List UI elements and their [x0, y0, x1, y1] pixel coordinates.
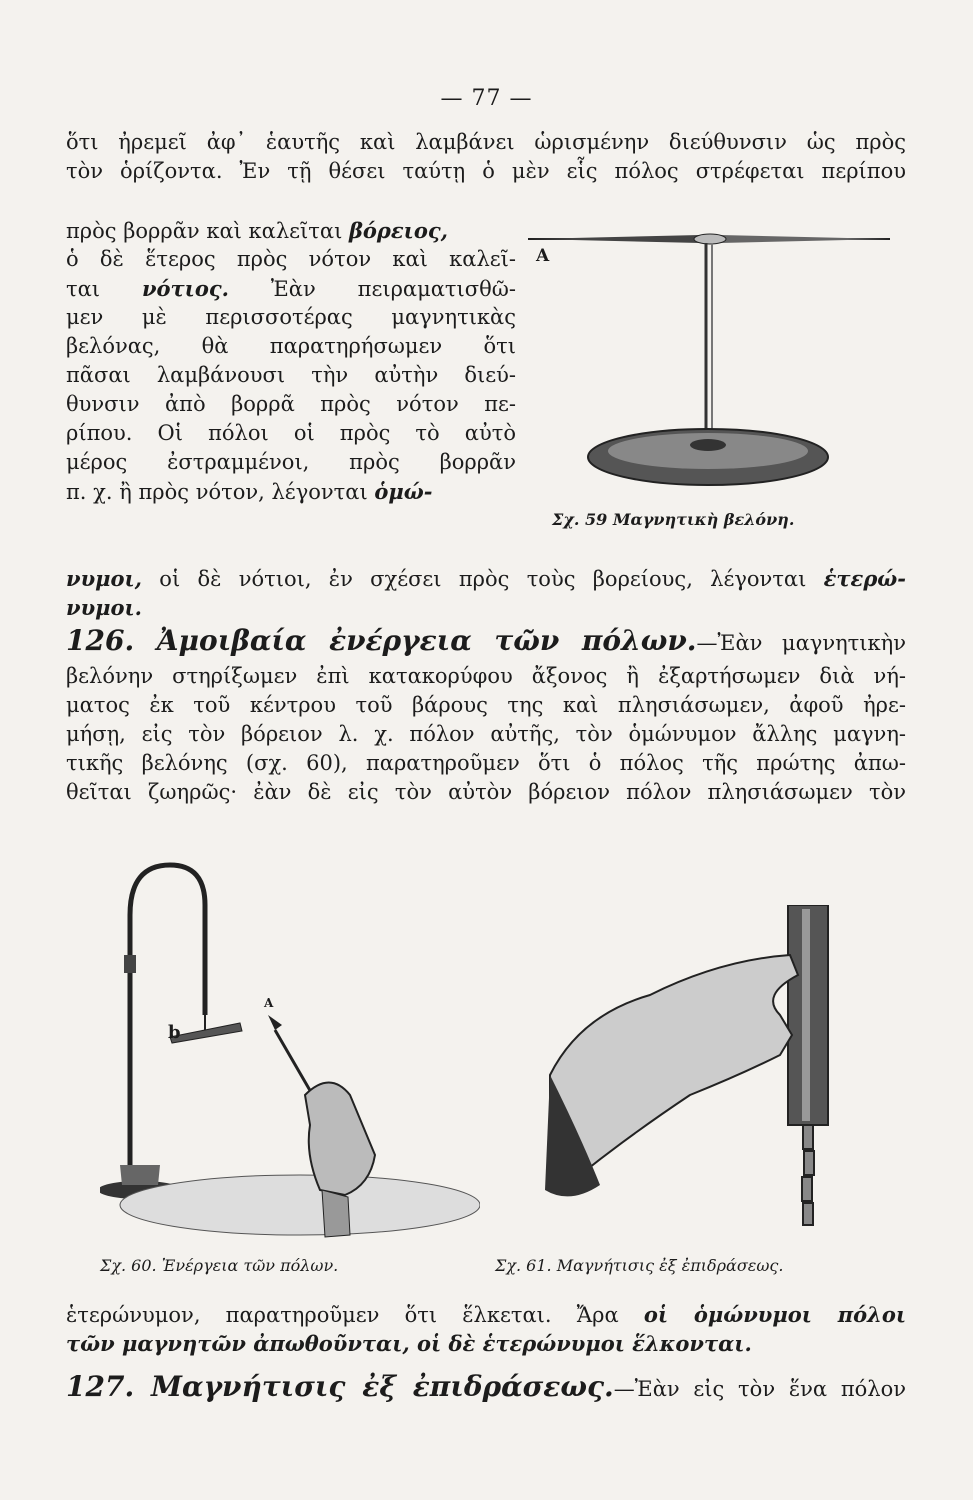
fig60-caption: Σχ. 60. Ἐνέργεια τῶν πόλων. [100, 1256, 339, 1275]
section-127 [66, 1372, 906, 1408]
left-column-text [66, 216, 516, 506]
conclusion-emph-1: οἱ ὁμώνυμοι πόλοι [643, 1302, 906, 1327]
continuation-text [66, 564, 906, 622]
section-127-heading: 127. Μαγνήτισις ἐξ ἐπιδράσεως. [66, 1370, 614, 1403]
text-span: ται [66, 277, 142, 301]
text-span: Ἐὰν πειραματισθῶ- [228, 277, 516, 301]
text-line: βελόνην στηρίξωμεν ἐπὶ κατακορύφου ἄξονος ἢ ἐξαρτήσωμεν διὰ νή- [66, 664, 906, 688]
fig60-label-b: b [168, 1022, 181, 1043]
term-boreios: βόρειος, [348, 218, 448, 243]
term-heteronymoi: ἑτερώ- [823, 566, 906, 591]
text-span: ἑτερώνυμον, παρατηροῦμεν ὅτι ἕλκεται. Ἄρα [66, 1303, 644, 1327]
text-line: ὁ δὲ ἕτερος πρὸς νότον καὶ καλεῖ- [66, 247, 516, 271]
conclusion-text [66, 1300, 906, 1358]
text-line: τὸν ὁρίζοντα. Ἐν τῇ θέσει ταύτῃ ὁ μὲν εἷς πόλος στρέφεται περίπου [66, 159, 906, 183]
figure-60-action-of-poles [100, 855, 480, 1245]
text-span: οἱ δὲ νότιοι, ἐν σχέσει πρὸς τοὺς βορείους, λέγονται [142, 567, 824, 591]
page-number: — 77 — [440, 86, 533, 111]
text-line: ὅτι ἠρεμεῖ ἀφ᾿ ἑαυτῆς καὶ λαμβάνει ὡρισμένην διεύθυνσιν ὡς πρὸς [66, 130, 906, 154]
term-heteronymoi-cont: νυμοι. [66, 595, 142, 620]
text-span: —Ἐὰν μαγνητικὴν [696, 631, 906, 655]
text-line: ρίπου. Οἱ πόλοι οἱ πρὸς τὸ αὐτὸ [66, 421, 516, 445]
text-span: πρὸς βορρᾶν καὶ καλεῖται [66, 219, 349, 243]
text-line: μέρος ἐστραμμένοι, πρὸς βορρᾶν [66, 450, 516, 474]
term-homonymoi-cont: νυμοι, [66, 566, 142, 591]
fig61-caption: Σχ. 61. Μαγνήτισις ἐξ ἐπιδράσεως. [495, 1256, 784, 1275]
text-line: μήσῃ, εἰς τὸν βόρειον λ. χ. πόλον αὐτῆς, τὸν ὁμώνυμον ἄλλης μαγνη- [66, 722, 906, 746]
section-126 [66, 626, 906, 807]
text-line: μεν μὲ περισσοτέρας μαγνητικὰς [66, 305, 516, 329]
conclusion-emph-2: τῶν μαγνητῶν ἀπωθοῦνται, οἱ δὲ ἑτερώνυμοι ἕλκονται. [66, 1331, 752, 1356]
fig59-caption: Σχ. 59 Μαγνητικὴ βελόνη. [552, 510, 795, 529]
text-span: π. χ. ἢ πρὸς νότον, λέγονται [66, 480, 375, 504]
fig60-label-A: A [264, 996, 274, 1010]
text-line: θεῖται ζωηρῶς· ἐὰν δὲ εἰς τὸν αὐτὸν βόρειον πόλον πλησιάσωμεν τὸν [66, 780, 906, 804]
term-homonymoi: ὁμώ- [374, 479, 433, 504]
section-126-heading: 126. Ἀμοιβαία ἐνέργεια τῶν πόλων. [66, 624, 697, 657]
text-line: βελόνας, θὰ παρατηρήσωμεν ὅτι [66, 334, 516, 358]
text-span: —Ἐὰν εἰς τὸν ἕνα πόλον [613, 1377, 906, 1401]
term-notios: νότιος. [141, 276, 229, 301]
intro-paragraph [66, 128, 906, 186]
figure-59-compass-needle [520, 215, 910, 515]
fig59-label-A: A [536, 246, 550, 266]
text-line: θυνσιν ἀπὸ βορρᾶ πρὸς νότον πε- [66, 392, 516, 416]
text-line: τικῆς βελόνης (σχ. 60), παρατηροῦμεν ὅτι ὁ πόλος τῆς πρώτης ἀπω- [66, 751, 906, 775]
text-line: ματος ἐκ τοῦ κέντρου τοῦ βάρους της καὶ πλησιάσωμεν, ἀφοῦ ἠρε- [66, 693, 906, 717]
figure-61-magnetization [540, 905, 860, 1245]
text-line: πᾶσαι λαμβάνουσι τὴν αὐτὴν διεύ- [66, 363, 516, 387]
